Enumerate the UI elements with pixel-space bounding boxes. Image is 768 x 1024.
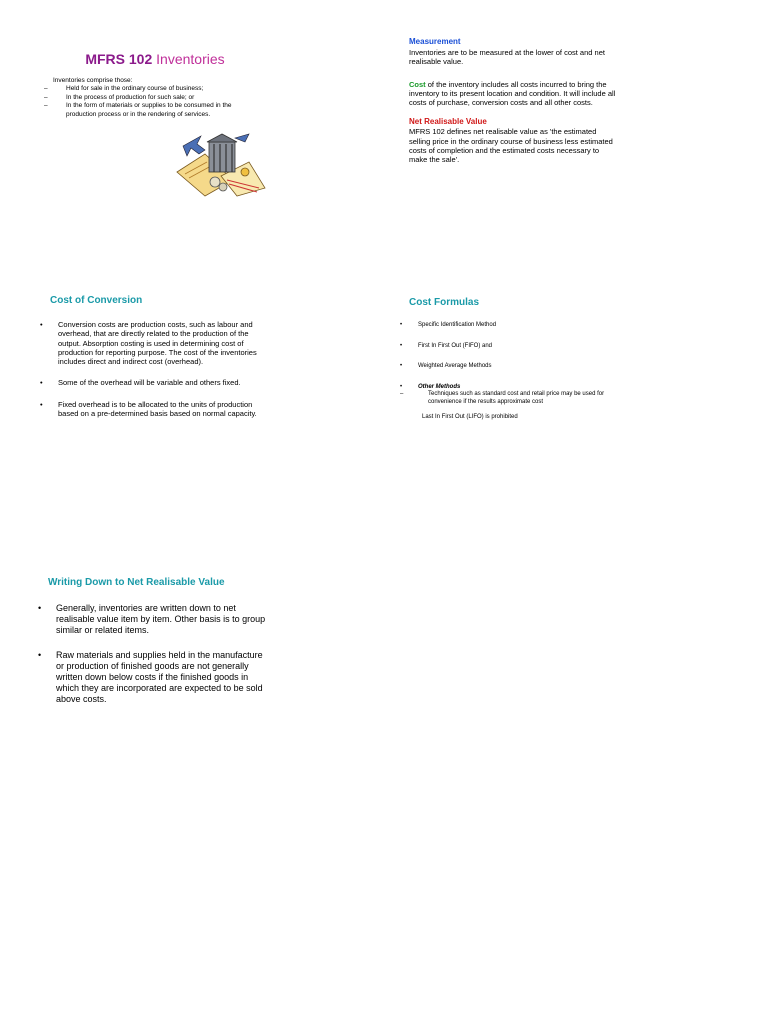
list-item: • Fixed overhead is to be allocated to the units of production based on a pre-determined basis based on normal capacity. — [40, 399, 257, 419]
title-code: MFRS 102 — [85, 51, 153, 67]
slide2-content — [409, 37, 629, 165]
list-item: • Some of the overhead will be variable and others fixed. — [40, 378, 241, 388]
writing-down-heading: Writing Down to Net Realisable Value — [48, 577, 225, 588]
cost-word: Cost — [409, 79, 426, 89]
list-item: • Raw materials and supplies held in the manufacture or production of finished goods are not generally written down below costs if the finished goods in which they are incorporated are expected to be sold above costs. — [38, 649, 263, 705]
nrv-heading: Net Realisable Value — [409, 117, 487, 127]
cost-formulas-list — [400, 322, 630, 422]
nrv-text: MFRS 102 defines net realisable value as 'the estimated selling price in the ordinary course of business less estimated costs of completion and the estimated costs necessary to make the sale'. — [409, 127, 613, 165]
list-item: • Weighted Average Methods — [400, 363, 492, 369]
measurement-heading: Measurement — [409, 37, 461, 46]
conversion-heading: Cost of Conversion — [50, 295, 143, 306]
cost-paragraph — [409, 80, 629, 108]
list-item: – In the process of production for such sale; or — [44, 93, 195, 101]
list-item: • Specific Identification Method — [400, 322, 497, 328]
writing-down-list — [38, 603, 268, 706]
list-item: • First In First Out (FIFO) and — [400, 342, 493, 349]
cost-formulas-heading: Cost Formulas — [409, 297, 480, 308]
lifo-note: Last In First Out (LIFO) is prohibited — [422, 414, 518, 420]
dash: – — [44, 93, 48, 101]
list-item: production process or in the rendering of services. — [66, 110, 211, 118]
dash: – — [44, 85, 48, 92]
list-item: • Conversion costs are production costs, such as labour and overhead, that are directly related to the production of the output. Absorption costing is used in determining cost of production for reporting purpose. The cost of the inventories includes direct and indirect cost (overhead). — [40, 320, 257, 367]
slide1-list — [44, 85, 284, 119]
conversion-list — [40, 320, 268, 418]
slide1-title — [0, 51, 310, 67]
list-item: – Techniques such as standard cost and retail price may be used for convenience if the results approximate cost — [400, 391, 605, 405]
list-item: • Generally, inventories are written down to net realisable value item by item. Other basis is to group similar or related items. — [38, 603, 266, 636]
list-item: • Other Methods — [400, 383, 461, 390]
title-rest: Inventories — [152, 51, 225, 67]
list-item: – Held for sale in the ordinary course of business; — [44, 85, 204, 92]
slide1-intro: Inventories comprise those: — [53, 77, 133, 84]
dash: – — [44, 102, 48, 110]
measurement-text: Inventories are to be measured at the lower of cost and net realisable value. — [409, 48, 605, 67]
list-item: – In the form of materials or supplies to be consumed in the — [44, 102, 232, 110]
cost-text: of the inventory includes all costs incurred to bring the inventory to its present location and condition. It will include all costs of purchase, conversion costs and all other costs. — [409, 79, 616, 108]
finance-clipart-icon — [175, 132, 267, 198]
